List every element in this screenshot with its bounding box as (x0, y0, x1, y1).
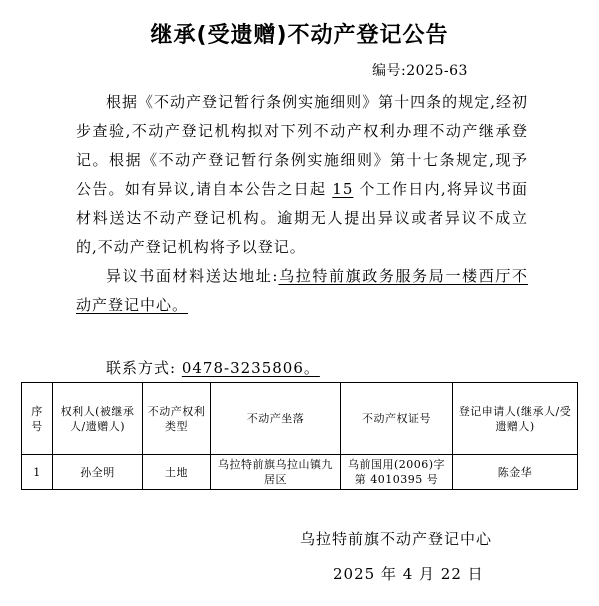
signature-organization: 乌拉特前旗不动产登记中心 (300, 530, 493, 548)
header-right-type: 不动产权利类型 (143, 383, 211, 455)
cell-location: 乌拉特前旗乌拉山镇九居区 (211, 455, 341, 490)
objection-period-days: 15 (332, 180, 354, 198)
table-header-row (22, 383, 578, 455)
cell-right-type: 土地 (143, 455, 211, 490)
paragraph-legal-basis-text: 根据《不动产登记暂行条例实施细则》第十四条的规定,经初步查验,不动产登记机构拟对下列不动产权利办理不动产继承登记。根据《不动产登记暂行条例实施细则》第十七条规定,现予公告。如有异议,请自本公告之日起 (76, 93, 528, 198)
paragraph-legal-basis-rest: 个工作日内,将异议书面材料送达不动产登记机构。逾期无人提出异议或者异议不成立的,不动产登记机构将予以登记。 (76, 180, 528, 256)
cell-applicant: 陈金华 (453, 455, 578, 490)
cell-right-holder: 孙全明 (53, 455, 143, 490)
header-applicant: 登记申请人(继承人/受遗赠人) (453, 383, 578, 455)
contact-phone: 0478-3235806。 (181, 359, 320, 377)
header-right-holder: 权利人(被继承人/遗赠人) (53, 383, 143, 455)
notice-body (76, 88, 528, 320)
cell-seq: 1 (22, 455, 53, 490)
objection-address-label: 异议书面材料送达地址: (106, 267, 279, 285)
contact-line (106, 357, 320, 378)
signature-date: 2025 年 4 月 22 日 (333, 565, 484, 583)
document-number: 编号:2025-63 (372, 63, 468, 79)
contact-label: 联系方式: (106, 359, 182, 377)
objection-address: 乌拉特前旗政务服务局一楼西厅不动产登记中心。 (76, 267, 528, 314)
paragraph-legal-basis (76, 88, 528, 262)
table-row (22, 455, 578, 490)
paragraph-objection-address (76, 262, 528, 320)
notice-title: 继承(受遗赠)不动产登记公告 (150, 23, 449, 48)
registration-table (21, 382, 578, 490)
cell-certificate-no: 乌前国用(2006)字第 4010395 号 (341, 455, 453, 490)
header-seq: 序号 (22, 383, 53, 455)
header-location: 不动产坐落 (211, 383, 341, 455)
header-certificate-no: 不动产权证号 (341, 383, 453, 455)
